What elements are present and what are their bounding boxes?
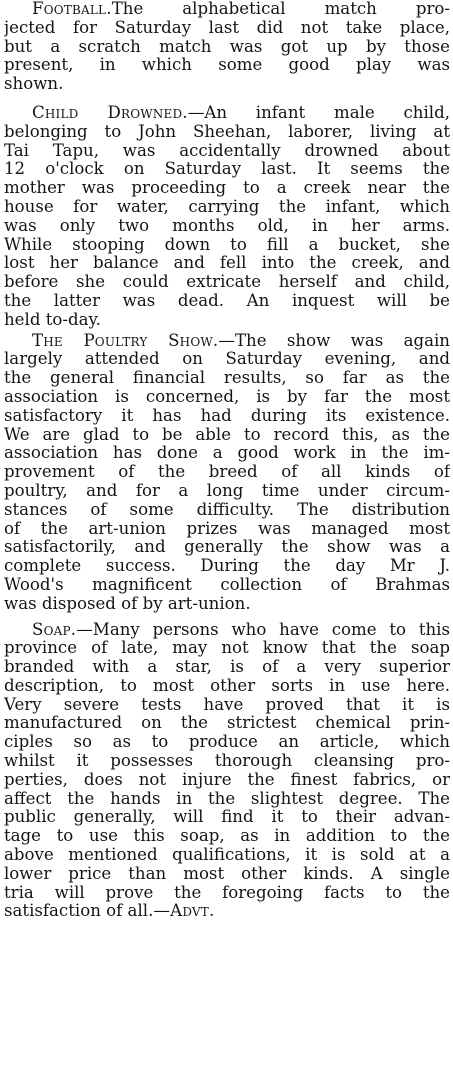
article-line: public generally, will find it to their advan- <box>4 808 450 827</box>
article-line: description, to most other sorts in use here. <box>4 676 450 695</box>
article-line: ciples so as to produce an article, which <box>4 733 450 752</box>
article-line: the general financial results, so far as the <box>4 369 450 388</box>
article-line: perties, does not injure the finest fabrics, or <box>4 770 450 789</box>
article-line: before she could extricate herself and child, <box>4 273 450 292</box>
article-line: belonging to John Sheehan, laborer, living at <box>4 122 450 141</box>
article-line: of the art-union prizes was managed most <box>4 519 450 538</box>
article-line: Very severe tests have proved that it is <box>4 695 450 714</box>
article-line: Tai Tapu, was accidentally drowned about <box>4 141 450 160</box>
article-line: Wood's magnificent collection of Brahmas <box>4 575 450 594</box>
article-line: shown. <box>4 75 64 94</box>
article-football <box>4 0 450 94</box>
article-text: —Many persons who have come to this <box>76 620 450 639</box>
article-soap <box>4 621 450 922</box>
article-line: was only two months old, in her arms. <box>4 216 450 235</box>
article-line <box>4 332 450 351</box>
article-line: whilst it possesses thorough cleansing pro- <box>4 752 450 771</box>
article-line: present, in which some good play was <box>4 56 450 75</box>
article-poultry-show <box>4 332 450 614</box>
article-line: house for water, carrying the infant, which <box>4 197 450 216</box>
article-line: but a scratch match was got up by those <box>4 37 450 56</box>
article-line: poultry, and for a long time under circum- <box>4 481 450 500</box>
article-text: The alphabetical match pro- <box>111 0 450 18</box>
article-line: lower price than most other kinds. A single <box>4 864 450 883</box>
article-line: the latter was dead. An inquest will be <box>4 291 450 310</box>
article-line: 12 o'clock on Saturday last. It seems the <box>4 160 450 179</box>
article-line: satisfactory it has had during its existence. <box>4 406 450 425</box>
article-text: —An infant male child, <box>187 103 450 122</box>
article-line: branded with a star, is of a very superior <box>4 658 450 677</box>
article-line: above mentioned qualifications, it is sold at a <box>4 846 450 865</box>
article-line: association has done a good work in the im- <box>4 444 450 463</box>
article-line: satisfactorily, and generally the show was a <box>4 538 450 557</box>
article-line: While stooping down to fill a bucket, she <box>4 235 450 254</box>
article-line <box>4 902 450 921</box>
article-line: was disposed of by art-union. <box>4 594 251 613</box>
article-text: satisfaction of all. <box>4 902 154 921</box>
paragraph-gap <box>4 94 450 104</box>
article-line: association is concerned, is by far the most <box>4 387 450 406</box>
article-line <box>4 104 450 123</box>
article-line: tage to use this soap, as in addition to the <box>4 827 450 846</box>
article-child-drowned <box>4 104 450 330</box>
article-heading: The Poultry Show. <box>32 331 219 350</box>
paragraph-gap <box>4 614 450 621</box>
article-line: complete success. During the day Mr J. <box>4 557 450 576</box>
article-line: jected for Saturday last did not take place, <box>4 18 450 37</box>
advertisement-mark: —Advt. <box>153 902 215 921</box>
article-line: affect the hands in the slightest degree. The <box>4 789 450 808</box>
article-heading: Soap. <box>32 620 77 639</box>
article-line: largely attended on Saturday evening, and <box>4 350 450 369</box>
article-line: manufactured on the strictest chemical prin- <box>4 714 450 733</box>
article-line: held to-day. <box>4 310 101 329</box>
article-text: —The show was again <box>218 331 450 350</box>
article-line: lost her balance and fell into the creek, and <box>4 254 450 273</box>
article-line <box>4 0 450 19</box>
article-heading: Child Drowned. <box>32 103 188 122</box>
article-line: stances of some difficulty. The distribution <box>4 500 450 519</box>
article-line: province of late, may not know that the soap <box>4 639 450 658</box>
article-heading: Football. <box>32 0 112 18</box>
article-line: We are glad to be able to record this, as the <box>4 425 450 444</box>
article-line: tria will prove the foregoing facts to the <box>4 883 450 902</box>
article-line: provement of the breed of all kinds of <box>4 463 450 482</box>
article-line <box>4 621 450 640</box>
article-line: mother was proceeding to a creek near the <box>4 179 450 198</box>
